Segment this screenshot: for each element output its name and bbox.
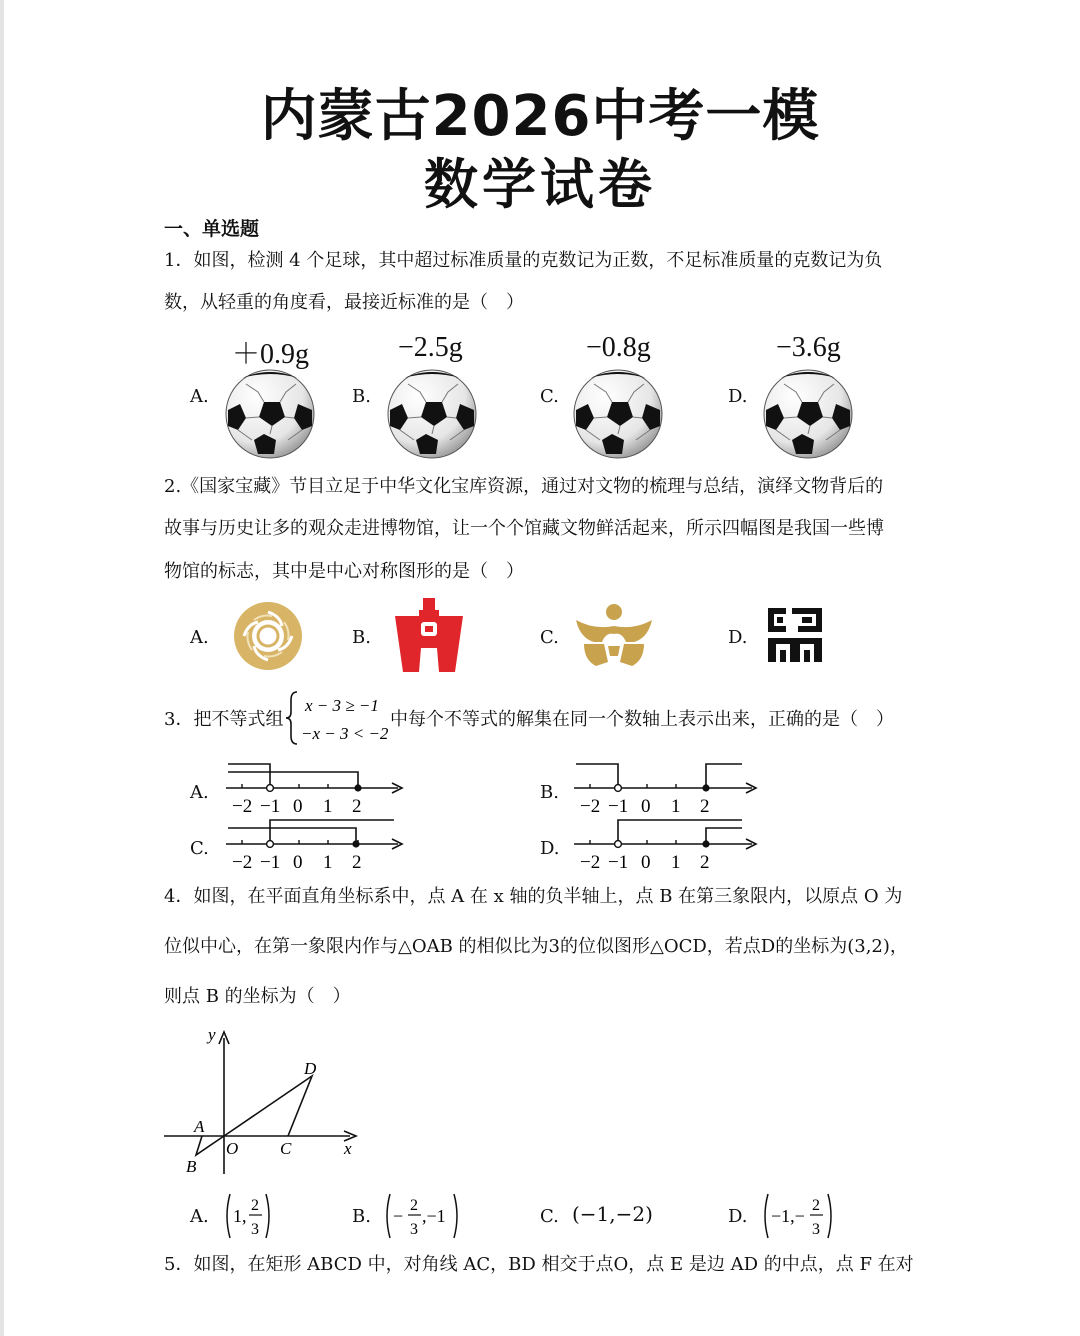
inequality-1: x − 3 ≥ −1 — [305, 696, 379, 715]
tick-label: 2 — [700, 852, 710, 873]
q1-option-b[interactable]: B. — [352, 386, 371, 407]
q1-option-a[interactable]: A. — [190, 386, 209, 407]
tick-label: 1 — [323, 852, 333, 873]
museum-logo-mask-icon — [574, 602, 654, 668]
x-axis-label: x — [344, 1139, 352, 1158]
q1-mass-c: −0.8g — [586, 332, 651, 363]
q2-line1: 2.《国家宝藏》节目立足于中华文化宝库资源，通过对文物的梳理与总结，演绎文物背后的 — [164, 476, 884, 497]
q4-line3: 则点 B 的坐标为（ ） — [164, 986, 351, 1007]
q3-option-a[interactable]: A. — [190, 782, 209, 803]
tick-label: 2 — [352, 852, 362, 873]
y-axis-label: y — [208, 1025, 216, 1044]
q4-answer-c: (−1,−2) — [572, 1202, 653, 1226]
tick-label: −2 — [232, 796, 253, 817]
tick-label: 0 — [641, 796, 651, 817]
section-heading: 一、单选题 — [164, 218, 260, 240]
tick-label: 1 — [671, 796, 681, 817]
point-d-label: D — [304, 1059, 317, 1078]
point-o-label: O — [226, 1139, 239, 1158]
q3-option-b[interactable]: B. — [540, 782, 559, 803]
exam-title-line2: 数学试卷 — [424, 153, 656, 216]
tick-label: −2 — [232, 852, 253, 873]
inequality-2: −x − 3 < −2 — [301, 724, 389, 743]
soccer-ball-icon — [386, 368, 478, 460]
tick-label: 2 — [700, 796, 710, 817]
q4-line2: 位似中心，在第一象限内作与△OAB 的相似比为3的位似图形△OCD，若点D的坐标为(3,2)， — [164, 936, 908, 957]
answer-b-sign: − — [393, 1206, 404, 1226]
q5-line1: 5．如图，在矩形 ABCD 中，对角线 AC，BD 相交于点O，点 E 是边 AD 的中点，点 F 在对 — [164, 1254, 914, 1275]
exam-title-line1: 内蒙古2026中考一模 — [260, 84, 820, 149]
answer-a-den: 3 — [251, 1221, 259, 1238]
answer-d-x: −1,− — [771, 1206, 805, 1226]
number-line-d — [570, 814, 760, 874]
answer-a-x: 1, — [233, 1206, 247, 1226]
q2-option-a[interactable]: A. — [190, 627, 209, 648]
q1-option-d[interactable]: D. — [728, 386, 748, 407]
answer-b-den: 3 — [410, 1221, 418, 1238]
soccer-ball-icon — [572, 368, 664, 460]
q4-option-a[interactable]: A. — [190, 1206, 209, 1227]
museum-logo-ring-icon — [232, 600, 304, 672]
answer-d-num: 2 — [812, 1197, 820, 1214]
tick-label: 0 — [641, 852, 651, 873]
q4-answer-b — [382, 1190, 464, 1242]
number-line-a — [222, 758, 406, 818]
answer-b-num: 2 — [410, 1197, 418, 1214]
q1-mass-b: −2.5g — [398, 332, 463, 363]
tick-label: 2 — [352, 796, 362, 817]
q2-option-b[interactable]: B. — [352, 627, 371, 648]
tick-label: −1 — [608, 852, 629, 873]
tick-label: 0 — [293, 852, 303, 873]
tick-label: 0 — [293, 796, 303, 817]
answer-a-num: 2 — [251, 1197, 259, 1214]
tick-label: −2 — [580, 796, 601, 817]
q4-answer-a — [222, 1190, 278, 1242]
museum-logo-gate-icon — [393, 598, 465, 674]
q1-mass-d: −3.6g — [776, 332, 841, 363]
tick-label: −2 — [580, 852, 601, 873]
q1-option-c[interactable]: C. — [540, 386, 559, 407]
q3-option-d[interactable]: D. — [540, 838, 560, 859]
tick-label: 1 — [671, 852, 681, 873]
point-c-label: C — [280, 1139, 292, 1158]
soccer-ball-icon — [224, 368, 316, 460]
tick-label: 1 — [323, 796, 333, 817]
q4-option-c[interactable]: C. — [540, 1206, 559, 1227]
tick-label: −1 — [608, 796, 629, 817]
answer-d-den: 3 — [812, 1221, 820, 1238]
q2-line3: 物馆的标志，其中是中心对称图形的是（ ） — [164, 561, 524, 582]
tick-label: −1 — [260, 852, 281, 873]
q4-option-b[interactable]: B. — [352, 1206, 371, 1227]
q3-suffix: 中每个不等式的解集在同一个数轴上表示出来，正确的是（ ） — [390, 709, 894, 730]
q2-option-c[interactable]: C. — [540, 627, 559, 648]
q1-line2: 数，从轻重的角度看，最接近标准的是（ ） — [164, 292, 524, 313]
answer-b-y: ,−1 — [422, 1206, 446, 1226]
tick-label: −1 — [260, 796, 281, 817]
q2-line2: 故事与历史让多的观众走进博物馆，让一个个馆藏文物鲜活起来，所示四幅图是我国一些博 — [164, 518, 884, 539]
q4-line1: 4．如图，在平面直角坐标系中，点 A 在 x 轴的负半轴上，点 B 在第三象限内，以原点 O 为 — [164, 886, 903, 907]
q3-prefix: 3．把不等式组 — [164, 709, 284, 730]
point-a-label: A — [194, 1117, 205, 1136]
q4-answer-d — [760, 1190, 840, 1242]
inequality-system — [285, 690, 390, 746]
soccer-ball-icon — [762, 368, 854, 460]
q1-mass-a: ＋0.9g — [232, 339, 310, 370]
q3-option-c[interactable]: C. — [190, 838, 209, 859]
q4-option-d[interactable]: D. — [728, 1206, 748, 1227]
number-line-c — [222, 814, 406, 874]
q1-line1: 1．如图，检测 4 个足球，其中超过标准质量的克数记为正数，不足标准质量的克数记为负 — [164, 250, 883, 271]
number-line-b — [570, 758, 760, 818]
museum-logo-seal-icon — [764, 604, 826, 666]
point-b-label: B — [186, 1157, 197, 1176]
coordinate-figure — [160, 1024, 370, 1180]
q2-option-d[interactable]: D. — [728, 627, 748, 648]
